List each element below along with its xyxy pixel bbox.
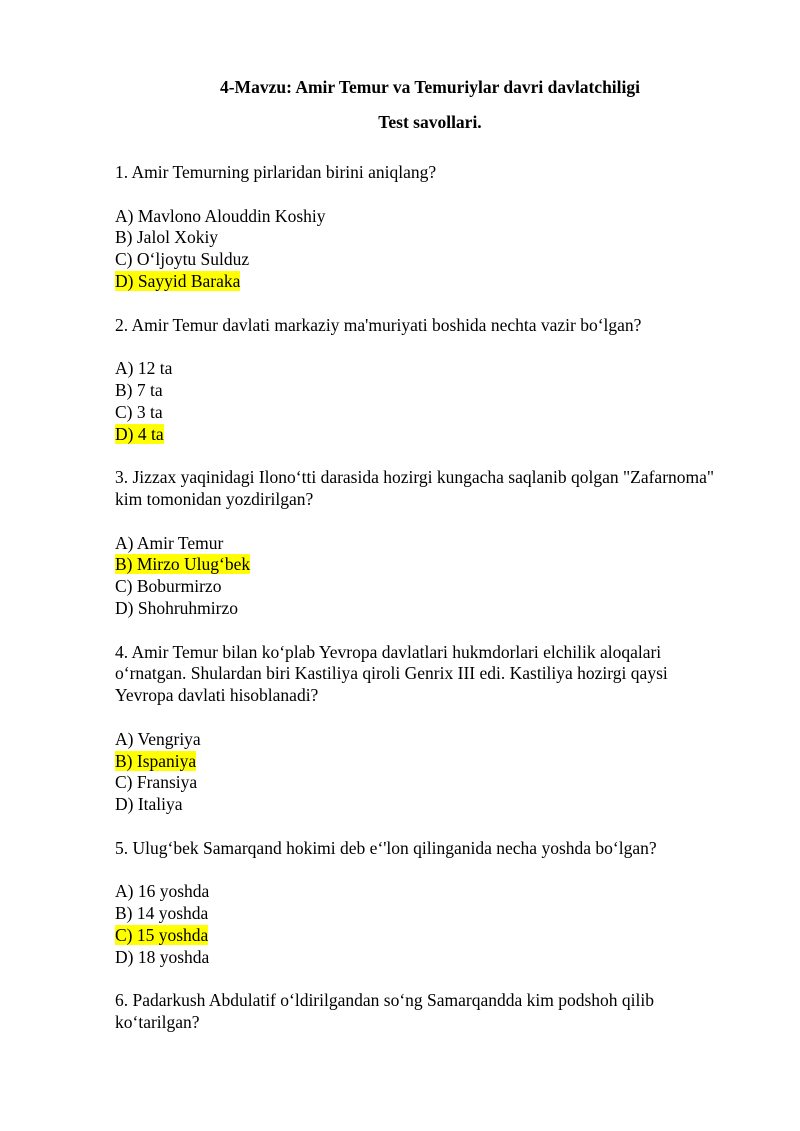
answer-4b bbox=[115, 751, 715, 773]
question-5-answers bbox=[115, 881, 715, 968]
answer-label: C) 15 yoshda bbox=[115, 924, 209, 945]
answer-label: D) Italiya bbox=[115, 794, 183, 815]
answer-label: A) 16 yoshda bbox=[115, 881, 210, 902]
question-3-text: 3. Jizzax yaqinidagi Ilono‘tti darasida hozirgi kungacha saqlanib qolgan "Zafarnoma" kim tomonidan yozdirilgan? bbox=[115, 467, 715, 509]
answer-3c bbox=[115, 576, 715, 598]
question-4-text: 4. Amir Temur bilan ko‘plab Yevropa davlatlari hukmdorlari elchilik aloqalari o‘rnatgan. Shulardan biri Kastiliya qiroli Genrix III edi. Kastiliya hozirgi qaysi Yevropa davlati hisoblanadi? bbox=[115, 641, 668, 706]
answer-label: C) 3 ta bbox=[115, 401, 163, 422]
answer-label: C) Fransiya bbox=[115, 772, 198, 793]
answer-label: C) O‘ljoytu Sulduz bbox=[115, 249, 250, 270]
question-4-answers bbox=[115, 729, 715, 816]
answer-label: B) Jalol Xokiy bbox=[115, 227, 219, 248]
answer-1c bbox=[115, 249, 715, 271]
question-1-answers bbox=[115, 206, 715, 293]
answer-2a bbox=[115, 358, 715, 380]
answer-5c bbox=[115, 925, 715, 947]
answer-2c bbox=[115, 402, 715, 424]
answer-5b bbox=[115, 903, 715, 925]
answer-label: D) Shohruhmirzo bbox=[115, 597, 238, 618]
answer-label: B) Ispaniya bbox=[115, 750, 197, 771]
answer-label: A) Vengriya bbox=[115, 728, 201, 749]
answer-label: A) Mavlono Alouddin Koshiy bbox=[115, 205, 326, 226]
answer-5a bbox=[115, 881, 715, 903]
answer-3a bbox=[115, 533, 715, 555]
answer-label: A) 12 ta bbox=[115, 358, 173, 379]
question-6-text: 6. Padarkush Abdulatif o‘ldirilgandan so‘ng Samarqandda kim podshoh qilib ko‘tarilgan? bbox=[115, 990, 655, 1033]
answer-label: D) Sayyid Baraka bbox=[115, 270, 241, 291]
answer-1a bbox=[115, 206, 715, 228]
answer-label: D) 4 ta bbox=[115, 423, 164, 444]
answer-2d bbox=[115, 424, 715, 446]
answer-3d bbox=[115, 598, 715, 620]
answer-label: B) Mirzo Ulug‘bek bbox=[115, 554, 251, 575]
question-2-text: 2. Amir Temur davlati markaziy ma'muriyati boshida nechta vazir bo‘lgan? bbox=[115, 314, 642, 335]
answer-1b bbox=[115, 227, 715, 249]
question-2-answers bbox=[115, 358, 715, 445]
answer-label: A) Amir Temur bbox=[115, 532, 224, 553]
answer-label: B) 14 yoshda bbox=[115, 903, 209, 924]
answer-label: C) Boburmirzo bbox=[115, 576, 222, 597]
page-subtitle: Test savollari. bbox=[378, 112, 482, 132]
answer-3b bbox=[115, 554, 715, 576]
answer-5d bbox=[115, 947, 715, 969]
answer-4c bbox=[115, 772, 715, 794]
question-list bbox=[115, 162, 715, 1056]
question-1-text: 1. Amir Temurning pirlaridan birini aniqlang? bbox=[115, 162, 437, 182]
answer-4a bbox=[115, 729, 715, 751]
answer-label: D) 18 yoshda bbox=[115, 946, 210, 967]
answer-1d bbox=[115, 271, 715, 293]
answer-4d bbox=[115, 794, 715, 816]
page-title: 4-Mavzu: Amir Temur va Temuriylar davri davlatchiligi bbox=[219, 77, 641, 97]
answer-label: B) 7 ta bbox=[115, 379, 163, 400]
question-5-text: 5. Ulug‘bek Samarqand hokimi deb e‘'lon qilinganida necha yoshda bo‘lgan? bbox=[115, 837, 657, 858]
question-3-answers bbox=[115, 533, 715, 620]
answer-2b bbox=[115, 380, 715, 402]
